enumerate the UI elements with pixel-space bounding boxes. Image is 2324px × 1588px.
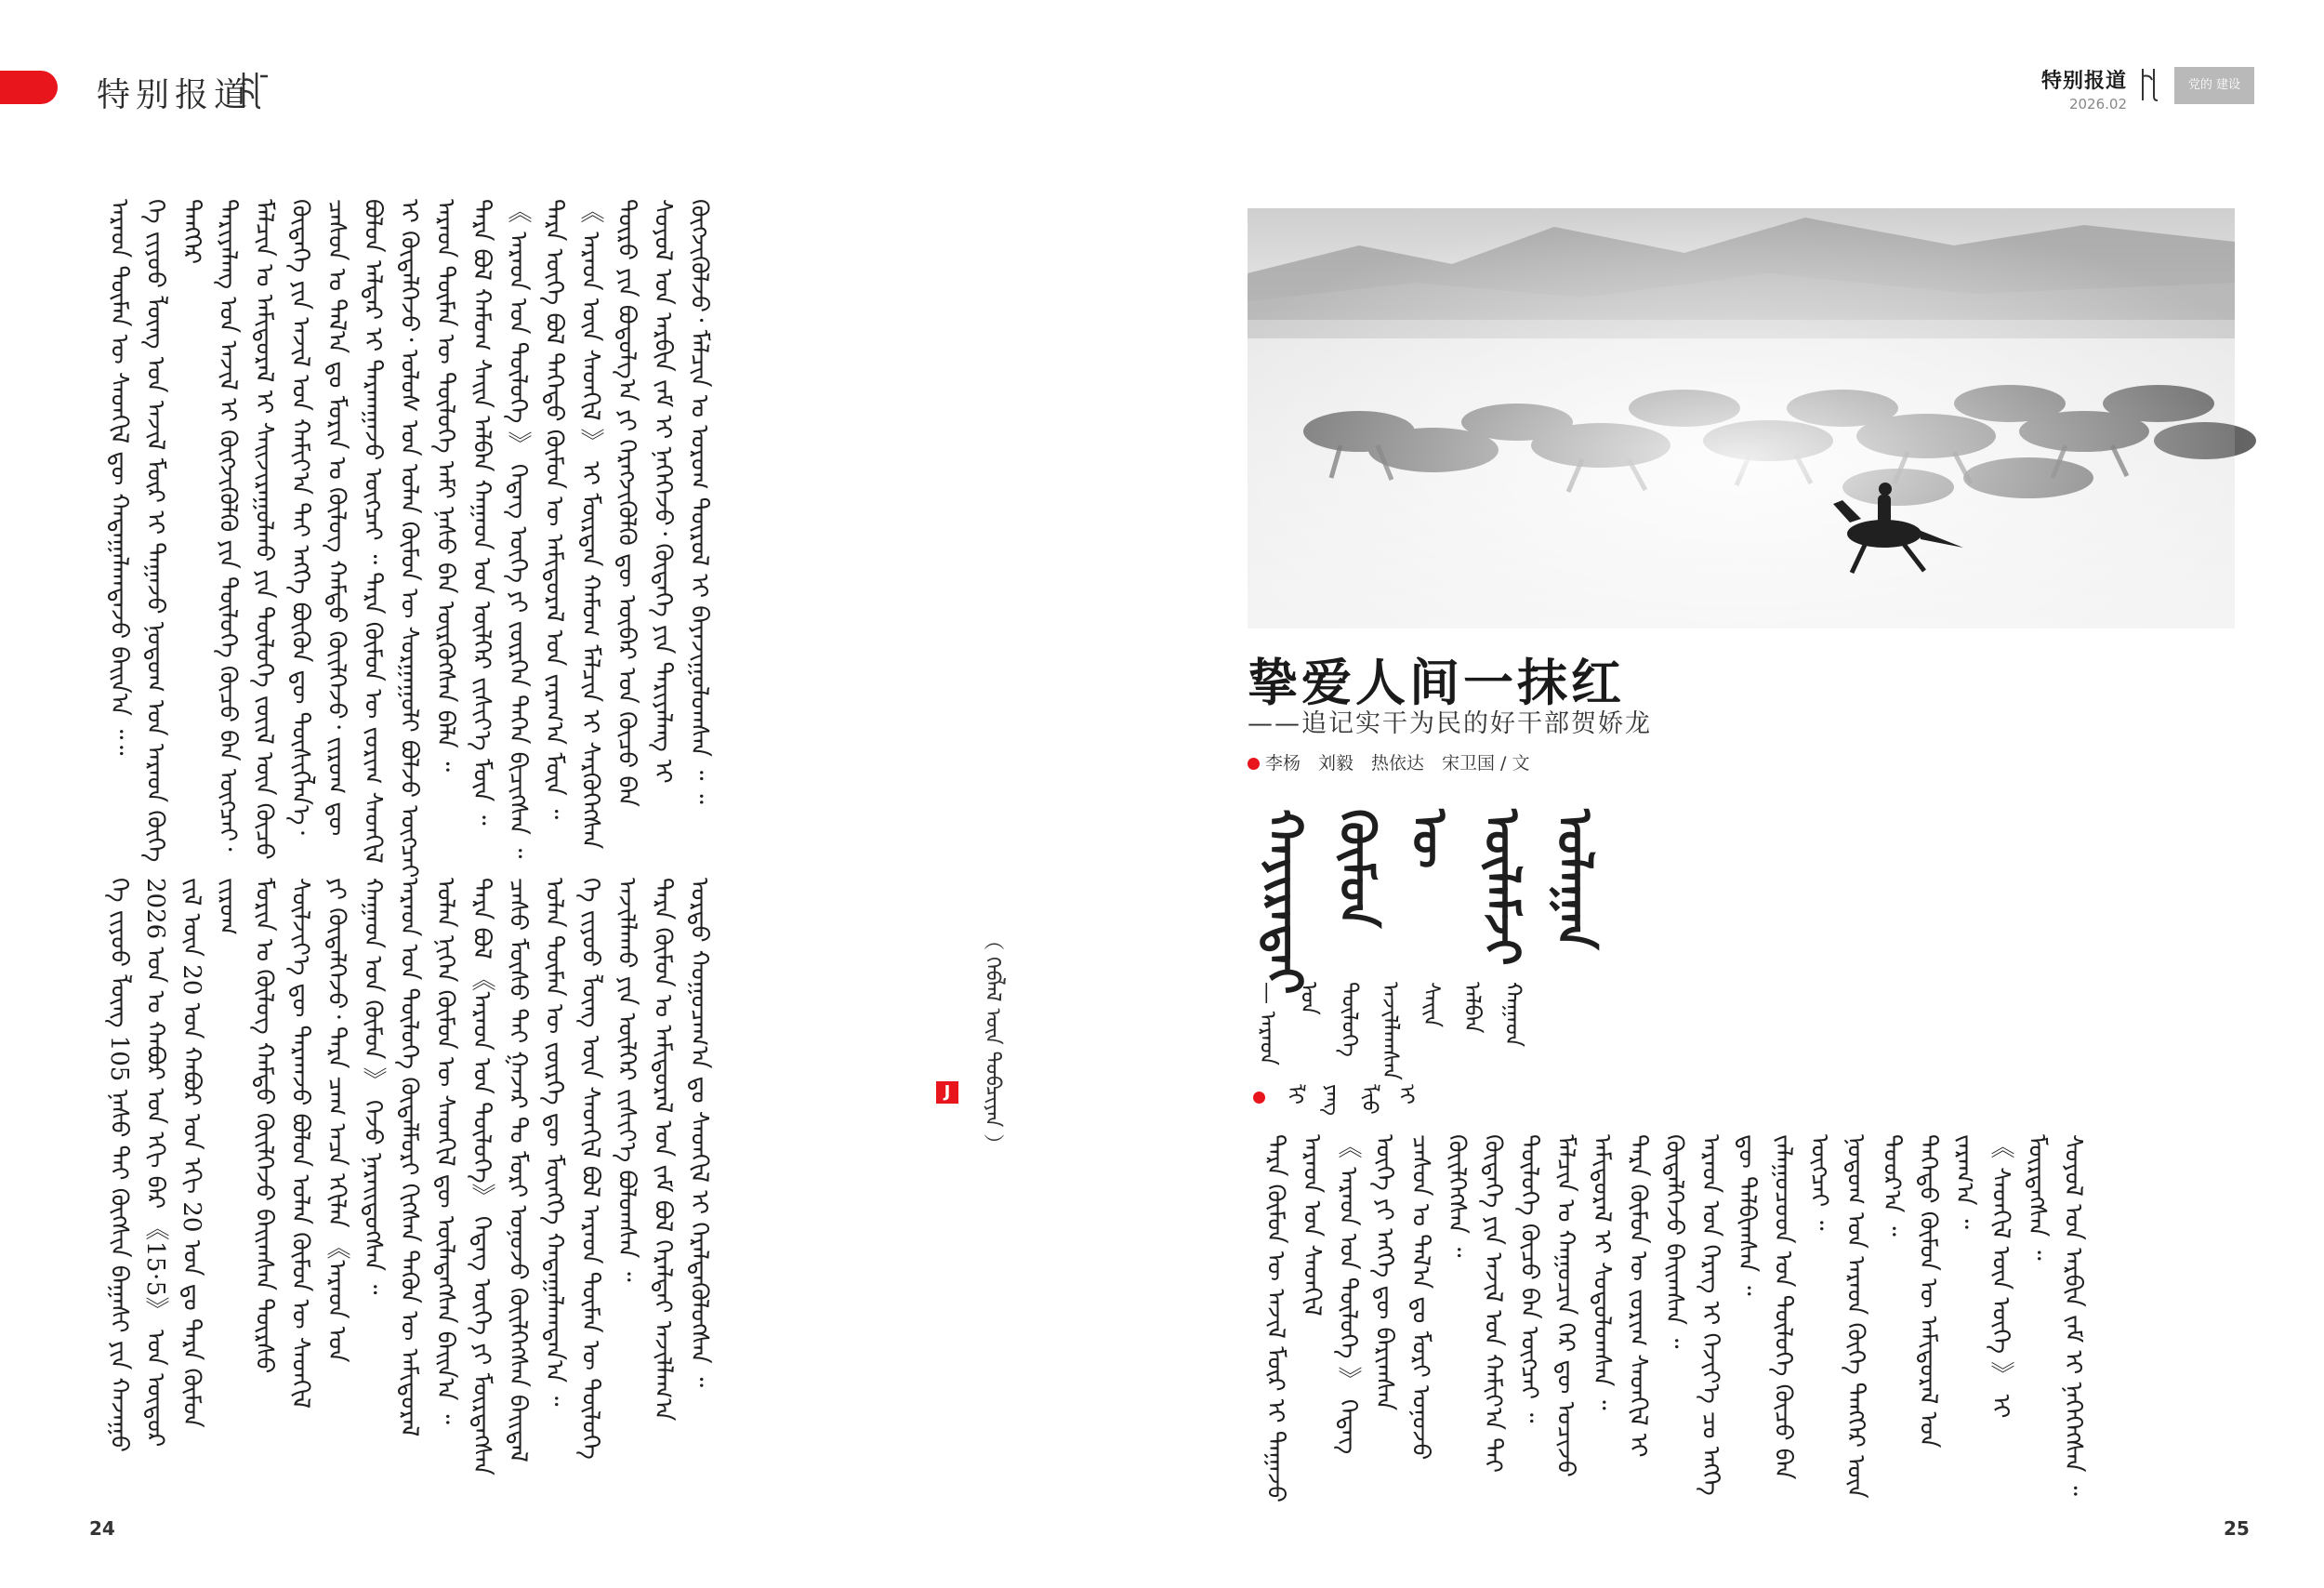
text-column: 2026 ᠣᠨ ᠤ ᠬᠠᠪᠤᠷ ᠤᠨ ᠡᠬᠢ ᠪᠡᠷ 《15·5》 ᠤᠨ ᠦᠳᠦᠷ <box>141 878 169 1448</box>
text-column: ᠲᠡᠷᠡ ᠪᠣᠯ 《ᠠᠷᠠᠳ ᠤᠨ ᠲᠥᠯᠥᠭᠡ》 ᠭᠡᠳᠡᠭ ᠦᠭᠡ ᠶᠢ ᠮᠥᠷᠳᠡᠭᠰᠡᠨ <box>468 878 495 1476</box>
page-number: 25 <box>2224 1517 2250 1540</box>
text-column: ᠲᠠᠷᠢᠶᠠᠯᠠᠩ ᠤᠨ ᠠᠵᠢᠯ ᠢ ᠬᠥᠭᠵᠢᠭᠦᠯᠬᠦ ᠶᠢᠨ ᠲᠥᠯᠥᠭᠡ ᠬᠦᠴᠦ ᠪᠡᠨ ᠥᠭᠴᠡᠢ᠂ <box>214 199 242 852</box>
text-column: 《 ᠠᠷᠠᠳ ᠤᠨ ᠲᠥᠯᠥᠭᠡ 》 ᠭᠡᠳᠡᠭ ᠦᠭᠡ ᠶᠢ ᠡᠩᠭᠡ ᠳᠦ ᠪᠠᠷᠢᠭᠰᠠᠨ <box>1334 1134 1398 1455</box>
text-column: 《 ᠰᠡᠳᠬᠢᠯ ᠦᠨ ᠦᠭᠡ 》 ᠢ ᠮᠥᠷᠳᠡᠭᠰᠡᠨ ᠃ <box>1987 1134 2051 1419</box>
text-column: ᠬᠥᠳᠡᠭᠡ ᠶᠢᠨ ᠠᠵᠢᠯ ᠤᠨ ᠬᠠᠮᠢᠶ᠎ᠠ ᠲᠠᠢ ᠲᠥᠯᠥᠭᠡ ᠬᠦᠴᠦ ᠪᠡᠨ ᠥᠭᠴᠡᠢ ᠃ <box>1479 1134 1543 1474</box>
mongol-script-mark-icon <box>2135 65 2163 106</box>
text-column: ᠰᠣᠶᠣᠯ ᠤᠨ ᠠᠷᠪᠢᠨ ᠵᠠᠮ ᠢ ᠨᠡᠭᠡᠭᠡᠭᠰᠡᠨ ᠃ <box>2059 1134 2087 1496</box>
authors: 李杨 刘毅 热依达 宋卫国 / 文 <box>1265 753 1530 774</box>
text-column: ᠬᠡ ᠵᠢᠶᠣᠤ ᠯᠦᠩ 105 ᠨᠠᠰᠤ ᠲᠠᠢ ᠬᠥᠭᠰᠢᠨ ᠪᠠᠭᠠᠰᠢ ᠶᠢᠨ ᠬᠠᠵᠠᠭᠤ <box>105 878 133 1452</box>
caption-note: （ ᠬᠡᠪᠯᠡᠯ ᠦᠨ ᠲᠣᠪᠴᠢᠶᠠᠨ ） <box>981 930 1004 1155</box>
text-column: ᠲᠡᠷᠡ ᠦᠭᠡ ᠪᠣᠯ ᠳᠡᠭᠡᠳᠦ ᠬᠦᠮᠦᠨ ᠦ ᠠᠮᠢᠳᠤᠷᠠᠯ ᠤᠨ ᠵᠠᠷᠠᠭ᠎ᠠ ᠮᠥᠨ ᠃ <box>540 199 568 820</box>
article-subtitle: ——追记实干为民的好干部贺娇龙 <box>1248 709 1652 738</box>
mongolian-title-block <box>1248 809 1666 1117</box>
text-column: ᠵᠢᠯ ᠦᠨ 20 ᠤᠨ ᠬᠠᠪᠤᠷ ᠤᠨ ᠡᠬᠢ 20 ᠤᠨ ᠳᠤ ᠲᠡᠷᠡ ᠬᠦᠮᠦᠨ ᠵᠢᠷᠤᠭ <box>178 878 242 1428</box>
horses-photo <box>1248 208 2235 629</box>
text-column: ᠲᠡᠷᠡ ᠪᠣᠯ ᠬᠠᠮᠤᠭ ᠰᠠᠢᠨ ᠠᠯᠪᠠᠨ ᠬᠠᠭᠠᠳ ᠤᠨ ᠦᠯᠭᠡᠷ ᠵᠢᠱᠢᠶ᠎ᠡ ᠮᠥᠨ ᠃ <box>468 199 495 826</box>
issue-date: 2026.02 <box>2068 96 2127 112</box>
text-column: ᠬᠡ ᠵᠢᠶᠣᠤ ᠯᠦᠩ ᠤᠨ ᠠᠵᠢᠯ ᠮᠥᠷ ᠢ ᠳᠠᠭᠠᠵᠤ ᠨᠤᠲᠤᠭ ᠤᠨ ᠠᠷᠠᠳ ᠬᠥᠬᠡ ᠲᠡᠩᠭᠡᠷ <box>141 199 205 863</box>
page-number: 24 <box>89 1517 115 1540</box>
authors-line <box>1248 749 1529 774</box>
red-tab-icon <box>0 71 58 104</box>
text-column: ᠠᠷᠠᠳ ᠤᠨ ᠬᠡᠷᠡᠭ ᠢ ᠬᠡᠵᠢᠶ᠎ᠡ ᠴᠤ ᠡᠩᠭᠡ ᠳᠦ ᠲᠠᠯᠪᠢᠭᠰᠠᠨ ᠃ <box>1697 1134 1761 1496</box>
mongolian-authors: ᠯᠢ ᠶᠠᠩ ᠯᠢᠦ ᠢ <box>1283 1084 1418 1117</box>
magazine-logo: 党的 建设 <box>2174 67 2254 104</box>
text-column: ᠮᠠᠯᠴᠢᠨ ᠤ ᠠᠮᠢᠳᠤᠷᠠᠯ ᠢ ᠰᠠᠢᠵᠢᠷᠠᠭᠤᠯᠬᠤ ᠶᠢᠨ ᠲᠥᠯᠥᠭᠡ ᠵᠦᠢᠯ ᠦᠨ ᠬᠦᠴᠦ <box>250 199 278 860</box>
text-column: ᠰᠦᠯᠵᠢᠶ᠎ᠡ ᠳᠦ ᠲᠠᠷᠬᠠᠵᠤ ᠪᠣᠯᠤᠨ ᠣᠯᠠᠨ ᠬᠦᠮᠦᠨ ᠦ ᠰᠡᠳᠬᠢᠯ <box>286 878 314 1409</box>
text-column: ᠬᠥᠳᠡᠭᠡ ᠶᠢᠨ ᠠᠵᠢᠯ ᠤᠨ ᠬᠠᠮᠢᠶ᠎ᠠ ᠲᠠᠢ ᠡᠩᠭᠡ ᠪᠦᠬᠦᠨ ᠳᠦ ᠲᠦᠰᠢᠭᠯᠡᠨ᠎ᠡ᠂ <box>286 199 314 835</box>
text-column: 《 ᠠᠷᠠᠳ ᠦᠨ ᠰᠡᠳᠬᠢᠯ 》 ᠢ ᠮᠥᠷᠳᠡᠨ ᠬᠠᠮᠤᠭ ᠮᠠᠯᠴᠢᠨ ᠢ ᠰᠡᠷᠭᠦᠭᠡᠭᠰᠡᠨ <box>576 199 604 850</box>
text-column: ᠴᠠᠰᠤᠨ ᠤ ᠲᠠᠯ᠎ᠠ ᠳᠤ ᠮᠣᠷᠢᠨ ᠤ ᠬᠦᠯᠦᠭ ᠬᠠᠮᠲᠤ ᠭᠦᠢᠯᠭᠡᠵᠦ᠂ ᠵᠢᠷᠤᠭ ᠳᠦ <box>323 199 350 837</box>
text-column: ᠲᠡᠷᠡ ᠬᠦᠮᠦᠨ ᠤ ᠠᠮᠢᠳᠤᠷᠠᠯ ᠤᠨ ᠵᠠᠮ ᠪᠣᠯ ᠭᠡᠷᠡᠯᠲᠡᠢ ᠠᠵᠢᠯᠯᠠᠭ᠎ᠠ <box>649 878 677 1422</box>
text-column: ᠮᠠᠯᠴᠢᠨ ᠤ ᠬᠠᠭᠤᠴᠢᠨ ᠭᠡᠷ ᠳᠦ ᠣᠴᠢᠵᠤ ᠠᠮᠢᠳᠤᠷᠠᠯ ᠢ ᠰᠤᠳᠤᠯᠤᠭᠰᠠᠨ ᠃ <box>1552 1134 1616 1477</box>
right-page <box>1162 0 2324 1588</box>
text-column: ᠵᠠᠯᠠᠭᠤᠴᠤᠳ ᠤᠨ ᠲᠥᠯᠥᠭᠡ ᠬᠦᠴᠦ ᠪᠡᠨ ᠥᠭᠴᠡᠢ ᠃ <box>1769 1134 1833 1480</box>
text-column: ᠪᠣᠯᠤᠨ ᠠᠯᠳᠠᠷ ᠢ ᠲᠠᠷᠬᠠᠭᠠᠵᠤ ᠥᠭᠴᠡᠢ ᠃ ᠲᠡᠷᠡ ᠬᠦᠮᠦᠨ ᠦ ᠵᠤᠷᠢᠭ ᠰᠡᠳᠬᠢᠯ <box>359 199 387 864</box>
text-column: ᠠᠷᠠᠳ ᠲᠦᠮᠡᠨ ᠦ ᠲᠥᠯᠥᠭᠡ ᠠᠮᠢ ᠨᠠᠰᠤ ᠪᠡᠨ ᠥᠷᠭᠦᠭᠰᠡᠨ ᠪᠡᠯᠡ ᠃ <box>431 199 459 773</box>
text-column: ᠲᠡᠷᠡ ᠬᠦᠮᠦᠨ ᠦ ᠠᠵᠢᠯ ᠮᠥᠷ ᠢ ᠳᠠᠭᠠᠵᠤ ᠠᠷᠠᠳ ᠤᠨ ᠰᠡᠳᠬᠢᠯ <box>1261 1134 1326 1503</box>
text-column: 《 ᠠᠷᠠᠳ ᠤᠨ ᠲᠥᠯᠥᠭᠡ 》 ᠭᠡᠳᠡᠭ ᠦᠭᠡ ᠶᠢ ᠵᠦᠷᠬᠡᠨ ᠳᠡᠭᠡᠨ ᠪᠢᠴᠢᠭᠰᠡᠨ ᠃ <box>504 199 532 859</box>
mongolian-title: ᠬᠠᠶᠢᠷᠠᠲᠠᠢ ᠬᠦᠮᠦᠨ ᠦ ᠦᠯᠡᠮᠵᠢ ᠤᠯᠠᠭᠠᠨ <box>1256 809 1603 995</box>
end-mark-icon: J <box>936 1081 958 1104</box>
text-column: ᠶᠢ ᠬᠥᠳᠡᠯᠭᠡᠵᠦ᠂ ᠲᠡᠷᠡ ᠴᠠᠭ ᠠᠴᠠ ᠡᠬᠢᠯᠡᠨ 《ᠠᠷᠠᠳ ᠤᠨ <box>323 878 350 1363</box>
left-bottom-body-text <box>100 878 956 1487</box>
text-column: ᠬᠥᠭᠵᠢᠭᠦᠯᠵᠦ᠂ ᠮᠠᠯᠴᠢᠨ ᠤ ᠤᠷᠤᠭ ᠲᠥᠷᠦᠯ ᠢ ᠪᠠᠶᠠᠵᠢᠭᠤᠯᠤᠭᠰᠠᠨ ᠃ ᠃ <box>685 199 713 804</box>
text-column: ᠣᠯᠠᠨ ᠨᠢᠭᠡᠨ ᠬᠦᠮᠦᠨ ᠦ ᠰᠡᠳᠬᠢᠯ ᠳᠦ ᠦᠯᠡᠳᠡᠭᠰᠡᠨ ᠪᠠᠢᠨ᠎ᠠ ᠃ <box>431 878 459 1424</box>
right-body-text <box>1257 1134 2242 1506</box>
text-column: ᠠᠷᠠᠳ ᠤᠨ ᠲᠥᠯᠥᠭᠡ ᠬᠥᠳᠡᠯᠮᠦᠷᠢ ᠬᠢᠭᠰᠡᠨ ᠲᠡᠭᠦᠨ ᠦ ᠠᠮᠢᠳᠤᠷᠠᠯ <box>395 878 423 1437</box>
red-dot-icon <box>1253 1092 1265 1104</box>
text-column: ᠣᠯᠠᠨ ᠲᠦᠮᠡᠨ ᠦ ᠵᠦᠷᠬᠡ ᠳᠦ ᠮᠥᠩᠬᠡ ᠬᠠᠳᠠᠭᠠᠯᠠᠭᠳᠠᠨ᠎ᠠ ᠃ <box>540 878 568 1407</box>
text-column: ᠰᠣᠶᠣᠯ ᠤᠨ ᠠᠷᠪᠢᠨ ᠵᠠᠮ ᠢ ᠨᠡᠭᠡᠭᠡᠵᠦ᠂ ᠬᠥᠳᠡᠭᠡ ᠶᠢᠨ ᠲᠠᠷᠢᠶᠠᠯᠠᠩ ᠢ <box>649 199 677 784</box>
left-top-body-text <box>100 199 1049 887</box>
mongolian-subtitle: — ᠠᠷᠠᠳ ᠤᠨ ᠲᠥᠯᠥᠭᠡ ᠠᠵᠢᠯᠯᠠᠭᠰᠠᠨ ᠰᠠᠢᠨ ᠠᠯᠪᠠᠨ ᠬᠠᠭᠠᠳ <box>1255 982 1526 1080</box>
text-column: ᠬᠡ ᠵᠢᠶᠣᠤ ᠯᠦᠩ ᠦᠨ ᠰᠡᠳᠬᠢᠯ ᠪᠣᠯ ᠠᠷᠠᠳ ᠲᠦᠮᠡᠨ ᠦ ᠲᠥᠯᠥᠭᠡ <box>576 878 604 1460</box>
mongol-script-mark-icon <box>232 67 277 112</box>
header-right <box>2041 65 2127 112</box>
text-column: ᠳᠡᠭᠡᠳᠦ ᠬᠦᠮᠦᠨ ᠦ ᠠᠮᠢᠳᠤᠷᠠᠯ ᠤᠨ ᠵᠠᠷᠠᠭ᠎ᠠ ᠃ <box>1914 1134 1978 1449</box>
text-column: ᠴᠠᠰᠤ ᠮᠥᠰᠦ ᠲᠠᠢ ᠭᠠᠵᠠᠷ ᠲᠤ ᠮᠣᠷᠢ ᠤᠨᠤᠵᠤ ᠭᠦᠢᠯᠭᠡᠭᠰᠡᠨ ᠪᠠᠢᠳᠠᠯ <box>504 878 532 1462</box>
text-column: ᠤᠷᠲᠤ ᠬᠤᠭᠤᠴᠠᠭ᠎ᠠ ᠳᠤ ᠰᠡᠳᠬᠢᠯ ᠢ ᠭᠡᠷᠡᠯᠲᠡᠭᠦᠯᠦᠭᠰᠡᠨ ᠃ <box>685 878 713 1387</box>
horses-photo-image <box>1248 208 2235 629</box>
text-column: ᠨᠤᠲᠤᠭ ᠤᠨ ᠠᠷᠠᠳ ᠬᠥᠬᠡ ᠲᠡᠩᠭᠡᠷ ᠦᠨ ᠳᠣᠣᠷ᠎ᠠ ᠃ <box>1842 1134 1906 1499</box>
section-title: 特别报道 <box>97 76 254 114</box>
text-column: ᠠᠷᠠᠳ ᠲᠦᠮᠡᠨ ᠦ ᠰᠡᠳᠬᠢᠯ ᠳᠦ ᠬᠠᠳᠠᠭᠠᠯᠠᠭᠳᠠᠵᠤ ᠪᠠᠢᠨ᠎ᠠ ᠃᠃ <box>105 199 133 756</box>
text-column: ᠲᠦᠷᠦ ᠶᠢᠨ ᠪᠣᠳᠤᠯᠭ᠎ᠠ ᠶᠢ ᠬᠡᠷᠡᠭᠵᠢᠭᠦᠯᠬᠦ ᠳᠦ ᠥᠪᠡᠷ ᠤᠨ ᠬᠦᠴᠦ ᠪᠡᠨ <box>613 199 640 807</box>
article-title: 挚爱人间一抹红 <box>1248 654 1625 712</box>
section-title-right: 特别报道 <box>2040 70 2127 93</box>
text-column: ᠬᠠᠭᠠᠳ ᠤᠨ ᠬᠦᠮᠦᠨ 》 ᠭᠡᠵᠦ ᠨᠡᠷᠡᠢᠳᠦᠭᠰᠡᠨ ᠃ <box>359 878 387 1295</box>
text-column: ᠠᠵᠢᠯᠯᠠᠬᠤ ᠶᠢᠨ ᠦᠯᠭᠡᠷ ᠵᠢᠱᠢᠶ᠎ᠡ ᠪᠣᠯᠤᠭᠰᠠᠨ ᠃ <box>613 878 640 1282</box>
text-column: ᠴᠠᠰᠤᠨ ᠤ ᠲᠠᠯ᠎ᠠ ᠳᠤ ᠮᠣᠷᠢ ᠤᠨᠤᠵᠤ ᠭᠦᠢᠯᠭᠡᠭᠰᠡᠨ ᠃ <box>1406 1134 1471 1461</box>
text-column: ᠢ ᠬᠥᠳᠡᠯᠭᠡᠵᠦ᠂ ᠤᠯᠤᠰ ᠤᠨ ᠣᠯᠠᠨ ᠬᠦᠮᠦᠨ ᠦ ᠰᠤᠷᠭᠠᠭᠤᠯᠢ ᠪᠣᠯᠵᠤ ᠥᠭᠴᠡᠢ <box>395 199 423 879</box>
text-column: ᠮᠣᠷᠢᠨ ᠤ ᠬᠦᠯᠦᠭ ᠬᠠᠮᠲᠤ ᠭᠦᠢᠯᠭᠡᠵᠦ ᠪᠠᠢᠭᠰᠠᠨ ᠳᠦᠷᠰᠦ <box>250 878 278 1374</box>
text-column: ᠲᠡᠷᠡ ᠬᠦᠮᠦᠨ ᠦ ᠵᠤᠷᠢᠭ ᠰᠡᠳᠬᠢᠯ ᠢ ᠬᠥᠳᠡᠯᠭᠡᠵᠦ ᠪᠠᠢᠭᠰᠠᠨ ᠃ <box>1624 1134 1688 1458</box>
red-dot-icon <box>1248 758 1260 770</box>
